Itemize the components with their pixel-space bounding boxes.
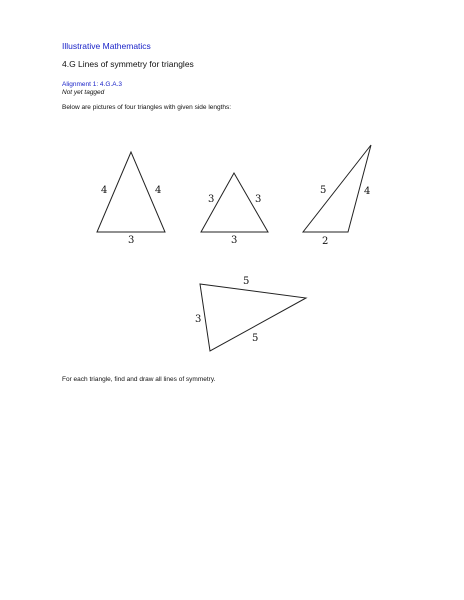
triangle-1-right-side-label: 4 <box>155 185 162 196</box>
triangle-2 <box>201 173 268 246</box>
triangle-4-bottom-side-label: 5 <box>252 333 259 344</box>
triangle-1-left-side-label: 4 <box>101 185 108 196</box>
triangle-3-left-side-label: 5 <box>320 185 327 196</box>
triangle-2-left-side-label: 3 <box>208 194 215 205</box>
triangle-3-base-label: 2 <box>322 236 329 247</box>
page-title: 4.G Lines of symmetry for triangles <box>62 59 194 69</box>
alignment-link[interactable]: Alignment 1: 4.G.A.3 <box>62 81 122 88</box>
triangle-4-left-side-label: 3 <box>195 314 202 325</box>
triangle-2-base-label: 3 <box>231 235 238 246</box>
triangle-1-base-label: 3 <box>128 235 135 246</box>
triangle-4-top-side-label: 5 <box>243 276 250 287</box>
triangle-4 <box>195 276 306 351</box>
instructions-text: For each triangle, find and draw all lines of symmetry. <box>62 376 216 383</box>
triangle-1 <box>97 152 165 246</box>
intro-text: Below are pictures of four triangles with given side lengths: <box>62 104 232 111</box>
triangle-2-right-side-label: 3 <box>255 194 262 205</box>
site-link[interactable]: Illustrative Mathematics <box>62 41 151 51</box>
tag-status: Not yet tagged <box>62 89 105 96</box>
triangle-3-outline <box>303 145 371 232</box>
triangle-3 <box>303 145 371 247</box>
triangle-3-right-side-label: 4 <box>364 186 371 197</box>
